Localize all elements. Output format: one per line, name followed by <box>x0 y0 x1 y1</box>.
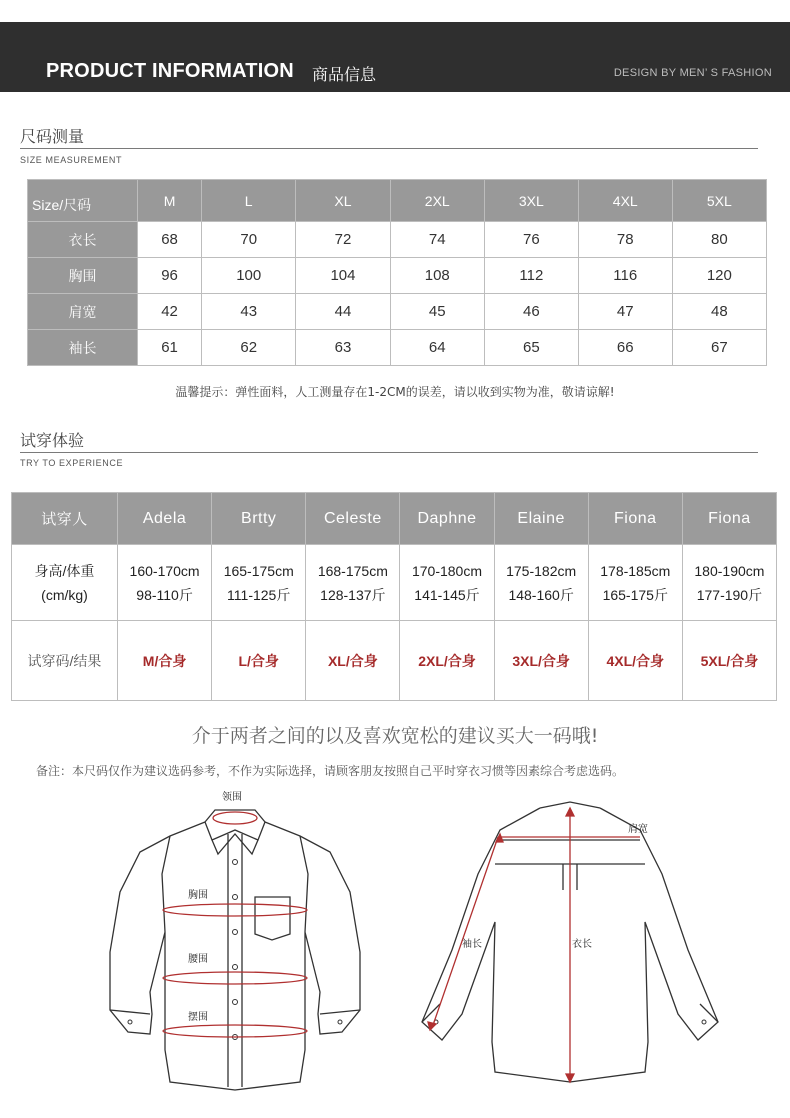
header-banner <box>0 22 790 92</box>
size-header-cell: M <box>138 180 202 222</box>
size-value-cell: 61 <box>138 330 202 366</box>
size-table-corner: Size/尺码 <box>28 180 138 222</box>
front-label-chest: 胸围 <box>188 890 208 901</box>
back-label-sleeve: 袖长 <box>462 939 482 950</box>
size-value-cell: 116 <box>578 258 672 294</box>
person-name: Fiona <box>588 493 682 545</box>
size-row-label: 胸围 <box>28 258 138 294</box>
person-name: Daphne <box>400 493 494 545</box>
weight-value: 148-160斤 <box>508 586 574 603</box>
try-table-row-body <box>12 545 777 621</box>
result-cell: 4XL/合身 <box>588 621 682 701</box>
person-name: Celeste <box>306 493 400 545</box>
size-value-cell: 46 <box>484 294 578 330</box>
person-name: Elaine <box>494 493 588 545</box>
size-value-cell: 42 <box>138 294 202 330</box>
size-header-cell: 2XL <box>390 180 484 222</box>
header-title-cn: 商品信息 <box>312 65 377 84</box>
result-row-label: 试穿码/结果 <box>12 621 118 701</box>
body-cell <box>682 545 776 621</box>
back-label-length: 衣长 <box>572 939 592 950</box>
size-tip: 温馨提示：弹性面料，人工测量存在1-2CM的误差，请以收到实物为准，敬请谅解! <box>175 385 615 399</box>
body-cell <box>118 545 212 621</box>
size-header-cell: L <box>202 180 296 222</box>
body-cell <box>212 545 306 621</box>
weight-value: 111-125斤 <box>227 586 291 603</box>
weight-value: 177-190斤 <box>696 586 763 603</box>
size-section-subtitle: SIZE MEASUREMENT <box>20 155 123 165</box>
try-section-divider <box>20 452 758 453</box>
front-label-hem: 摆围 <box>188 1012 208 1023</box>
body-cell <box>588 545 682 621</box>
size-value-cell: 63 <box>296 330 390 366</box>
size-value-cell: 112 <box>484 258 578 294</box>
person-name: Brtty <box>212 493 306 545</box>
try-table-row-result <box>12 621 777 701</box>
height-value: 170-180cm <box>411 562 483 579</box>
size-value-cell: 44 <box>296 294 390 330</box>
size-row-label: 袖长 <box>28 330 138 366</box>
size-row-label: 衣长 <box>28 222 138 258</box>
weight-value: 128-137斤 <box>320 586 386 603</box>
result-cell: 3XL/合身 <box>494 621 588 701</box>
result-cell: M/合身 <box>118 621 212 701</box>
size-value-cell: 64 <box>390 330 484 366</box>
header-slogan: DESIGN BY MEN’ S FASHION <box>613 67 772 79</box>
size-header-cell: XL <box>296 180 390 222</box>
height-value: 168-175cm <box>317 562 388 579</box>
size-value-cell: 72 <box>296 222 390 258</box>
back-measure-lines <box>428 808 640 1082</box>
size-value-cell: 100 <box>202 258 296 294</box>
size-header-cell: 4XL <box>578 180 672 222</box>
header-title-en: PRODUCT INFORMATION <box>46 60 294 82</box>
try-section-subtitle: TRY TO EXPERIENCE <box>20 458 124 468</box>
size-table-row <box>28 294 767 330</box>
weight-value: 98-110斤 <box>136 586 193 603</box>
size-table-row <box>28 330 767 366</box>
height-value: 175-182cm <box>506 562 577 579</box>
body-cell <box>494 545 588 621</box>
size-table-row <box>28 258 767 294</box>
height-value: 160-170cm <box>129 562 200 579</box>
size-value-cell: 67 <box>672 330 766 366</box>
height-value: 180-190cm <box>694 562 765 579</box>
size-value-cell: 48 <box>672 294 766 330</box>
size-value-cell: 108 <box>390 258 484 294</box>
size-row-label: 肩宽 <box>28 294 138 330</box>
weight-value: 165-175斤 <box>602 586 668 603</box>
size-advice: 介于两者之间的以及喜欢宽松的建议买大一码哦! <box>191 725 599 747</box>
body-row-label-line1: 身高/体重 <box>34 562 95 579</box>
size-table-row <box>28 222 767 258</box>
result-cell: 2XL/合身 <box>400 621 494 701</box>
size-value-cell: 120 <box>672 258 766 294</box>
try-table <box>11 492 777 701</box>
weight-value: 141-145斤 <box>414 586 480 603</box>
size-value-cell: 66 <box>578 330 672 366</box>
size-header-cell: 3XL <box>484 180 578 222</box>
size-value-cell: 78 <box>578 222 672 258</box>
body-row-label <box>12 545 118 621</box>
try-section-title: 试穿体验 <box>20 431 85 450</box>
front-label-collar: 领围 <box>222 792 242 803</box>
try-table-header-row <box>12 493 777 545</box>
size-value-cell: 43 <box>202 294 296 330</box>
body-cell <box>306 545 400 621</box>
size-value-cell: 70 <box>202 222 296 258</box>
size-value-cell: 68 <box>138 222 202 258</box>
person-name: Fiona <box>682 493 776 545</box>
result-cell: XL/合身 <box>306 621 400 701</box>
size-value-cell: 80 <box>672 222 766 258</box>
size-value-cell: 74 <box>390 222 484 258</box>
size-section-divider <box>20 148 758 149</box>
size-table-header-row <box>28 180 767 222</box>
size-value-cell: 96 <box>138 258 202 294</box>
person-name: Adela <box>118 493 212 545</box>
body-row-label-line2: (cm/kg) <box>41 586 88 603</box>
size-value-cell: 62 <box>202 330 296 366</box>
try-header-label: 试穿人 <box>12 493 118 545</box>
body-cell <box>400 545 494 621</box>
size-value-cell: 45 <box>390 294 484 330</box>
result-cell: L/合身 <box>212 621 306 701</box>
size-note: 备注：本尺码仅作为建议选码参考，不作为实际选择，请顾客朋友按照自己平时穿衣习惯等因素综合考虑选码。 <box>36 764 625 778</box>
size-header-cell: 5XL <box>672 180 766 222</box>
size-value-cell: 65 <box>484 330 578 366</box>
height-value: 165-175cm <box>223 562 294 579</box>
front-label-waist: 腰围 <box>188 954 208 965</box>
size-value-cell: 104 <box>296 258 390 294</box>
back-label-shoulder: 肩宽 <box>628 824 648 835</box>
size-value-cell: 76 <box>484 222 578 258</box>
height-value: 178-185cm <box>600 562 671 579</box>
shirt-diagram-svg <box>0 782 790 1118</box>
size-table <box>27 179 767 366</box>
size-value-cell: 47 <box>578 294 672 330</box>
size-section-title: 尺码测量 <box>20 127 85 146</box>
result-cell: 5XL/合身 <box>682 621 776 701</box>
shirt-diagram <box>0 782 790 1118</box>
front-shirt-illustration <box>110 810 360 1090</box>
